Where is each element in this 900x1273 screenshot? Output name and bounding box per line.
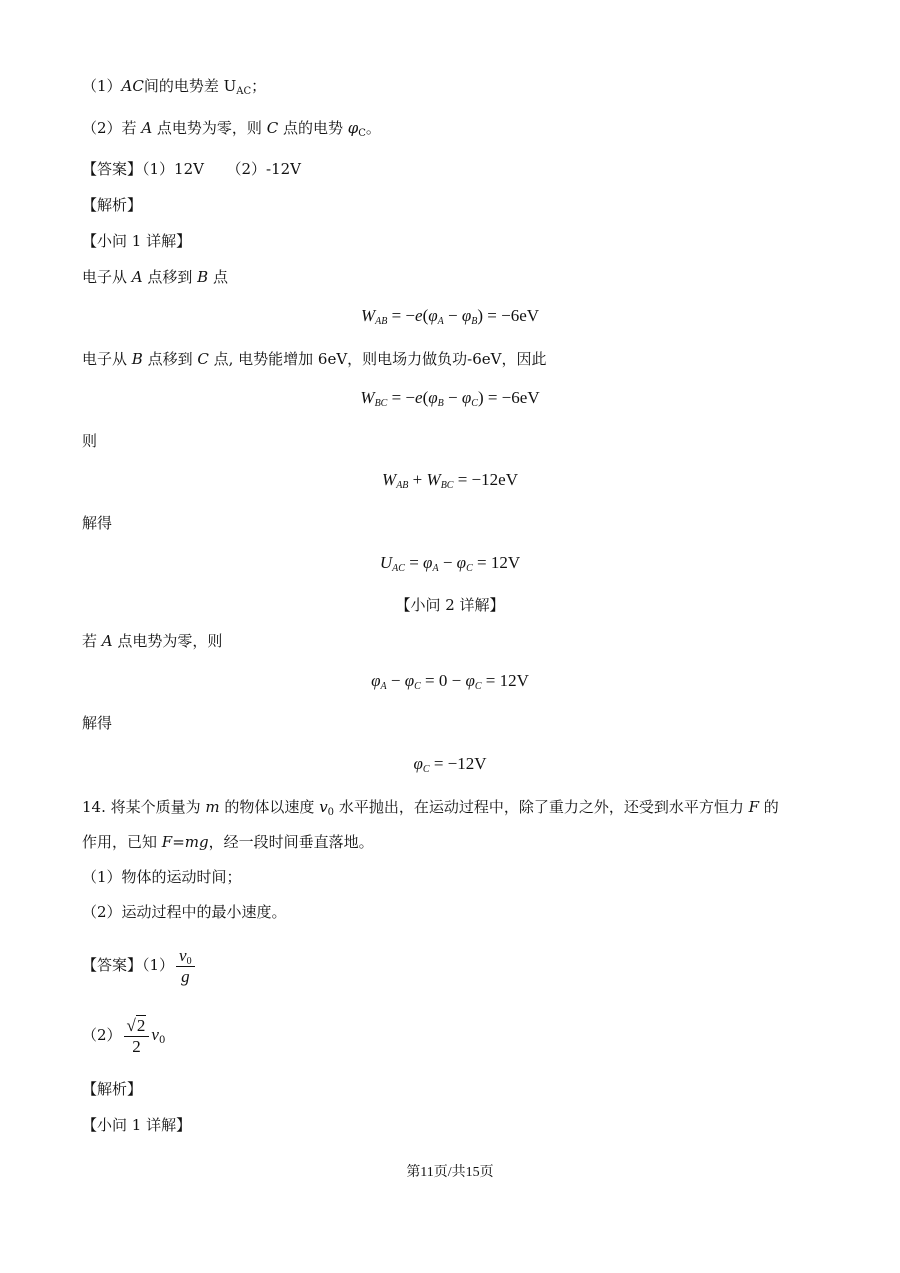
q14-analysis-heading: 【解析】: [82, 1080, 143, 1098]
subscript: C: [414, 681, 421, 692]
part-prefix: （2）若: [82, 119, 142, 137]
subscript: A: [380, 681, 387, 692]
text: 若: [82, 632, 102, 650]
var-B: B: [197, 268, 209, 286]
var-C: C: [197, 350, 209, 368]
var-A: A: [141, 119, 153, 137]
q13-sub2-title: 【小问 2 详解】: [395, 596, 505, 614]
page-footer: 第11页/共15页: [406, 1165, 494, 1180]
subscript: 0: [186, 955, 192, 967]
subscript: BC: [374, 398, 388, 409]
op: = −12V: [429, 754, 487, 773]
q13-answer: 【答案】（1）12V （2）-12V: [82, 160, 301, 178]
equation-W-sum: [0, 469, 900, 491]
phi-symbol: φ: [456, 553, 467, 572]
subscript: C: [466, 563, 473, 574]
subscript: BC: [440, 480, 454, 491]
phi-symbol: φ: [423, 553, 433, 572]
op: +: [408, 470, 427, 489]
equation-U-AC: [0, 552, 900, 574]
op: =: [404, 553, 424, 572]
subscript: C: [471, 398, 478, 409]
var-F: F: [748, 798, 760, 816]
sym-U: U: [379, 553, 393, 572]
subscript: 0: [327, 807, 335, 818]
subscript: C: [358, 128, 366, 139]
var-C: C: [266, 119, 279, 137]
subscript: AB: [396, 480, 409, 491]
op: −: [443, 306, 462, 325]
q13-part1: [82, 76, 266, 96]
phi-symbol: φ: [428, 306, 438, 325]
op: ) = −6eV: [477, 388, 540, 407]
q14-part1: （1）物体的运动时间；: [82, 868, 242, 886]
op: (: [422, 306, 429, 325]
phi-symbol: φ: [461, 388, 472, 407]
solve-label-2: 解得: [82, 714, 113, 732]
var-A: A: [131, 268, 143, 286]
q14-line2: [82, 832, 374, 852]
text: 14. 将某个质量为: [82, 798, 206, 816]
subscript: 0: [158, 1035, 166, 1046]
q14-sub1-title: 【小问 1 详解】: [82, 1116, 192, 1134]
line-electron-BC: [82, 349, 547, 369]
equation-W-AB: [0, 305, 900, 327]
text: 水平抛出，在运动过程中，除了重力之外，还受到水平方恒力: [334, 798, 749, 816]
line-A-zero: [82, 631, 222, 651]
phi-symbol: φ: [404, 671, 415, 690]
q13-sub1-title: 【小问 1 详解】: [82, 232, 192, 250]
equation-phi-diff: [0, 670, 900, 692]
sym-v: v: [151, 1025, 159, 1044]
subscript: AB: [375, 316, 388, 327]
text: 电子从: [82, 350, 132, 368]
var-A: A: [101, 632, 113, 650]
phi-symbol: φ: [428, 388, 438, 407]
text: 的: [759, 798, 779, 816]
var-B: B: [131, 350, 143, 368]
subscript: B: [471, 316, 478, 327]
sqrt-symbol: √2: [126, 1015, 146, 1035]
line-electron-AB: [82, 267, 228, 287]
sym-W: W: [426, 470, 441, 489]
op: = 0 −: [420, 671, 466, 690]
text: 点, 电势能增加 6eV，则电场力做负功-6eV，因此: [208, 350, 547, 368]
q13-part2: [82, 118, 381, 138]
op: = −: [387, 306, 416, 325]
op: = 12V: [481, 671, 529, 690]
equation-phi-C: [0, 753, 900, 775]
part-text: 间的电势差 U: [143, 77, 237, 95]
sym-W: W: [382, 470, 397, 489]
q14-part2: （2）运动过程中的最小速度。: [82, 903, 287, 921]
op: = −12eV: [453, 470, 518, 489]
op: −: [443, 388, 462, 407]
sym-g: g: [181, 966, 190, 986]
op: = −: [387, 388, 416, 407]
q14-line1: [82, 797, 779, 817]
subscript: AC: [392, 563, 405, 574]
q13-analysis-heading: 【解析】: [82, 196, 143, 214]
subscript: C: [474, 681, 482, 692]
var-m: m: [205, 798, 220, 816]
subscript: AC: [236, 86, 252, 97]
denominator: 2: [132, 1036, 141, 1056]
fraction-sqrt2-over-2: [124, 1017, 150, 1056]
part-text: 点的电势: [278, 119, 348, 137]
punct: 。: [365, 119, 381, 137]
subscript: B: [437, 398, 444, 409]
sym-W: W: [360, 306, 376, 325]
text: 点移到: [142, 350, 198, 368]
sym-v: v: [179, 945, 187, 965]
equation-W-BC: [0, 387, 900, 409]
subscript: A: [432, 563, 439, 574]
subscript: C: [422, 764, 430, 775]
radicand: 2: [136, 1015, 146, 1035]
phi-symbol: φ: [413, 754, 423, 773]
op: = 12V: [472, 553, 521, 572]
sym-e: e: [415, 388, 423, 407]
var-v: v: [319, 798, 328, 816]
text: 点移到: [142, 268, 198, 286]
sym-e: e: [415, 306, 423, 325]
op: (: [422, 388, 429, 407]
sym-W: W: [360, 388, 375, 407]
op: ) = −6eV: [477, 306, 540, 325]
q14-answer2: [82, 1013, 165, 1057]
fraction-v0-over-g: [176, 947, 195, 986]
phi-symbol: φ: [371, 671, 381, 690]
then-label: 则: [82, 432, 98, 450]
op: −: [386, 671, 405, 690]
text: 点: [208, 268, 228, 286]
var-AC: AC: [121, 77, 144, 95]
answer-label: （2）: [82, 1026, 122, 1044]
solve-label: 解得: [82, 514, 113, 532]
var-Fmg: F=mg: [161, 833, 209, 851]
text: ，经一段时间垂直落地。: [208, 833, 374, 851]
text: 的物体以速度: [219, 798, 320, 816]
q14-answer1: [82, 945, 197, 986]
phi-symbol: φ: [347, 119, 359, 137]
phi-symbol: φ: [465, 671, 475, 690]
text: 作用，已知: [82, 833, 162, 851]
text: 点电势为零，则: [112, 632, 223, 650]
op: −: [438, 553, 457, 572]
phi-symbol: φ: [461, 306, 472, 325]
punct: ；: [251, 77, 267, 95]
part-text: 点电势为零，则: [152, 119, 267, 137]
part-prefix: （1）: [82, 77, 122, 95]
subscript: A: [437, 316, 444, 327]
answer-label: 【答案】（1）: [82, 956, 175, 974]
text: 电子从: [82, 268, 132, 286]
